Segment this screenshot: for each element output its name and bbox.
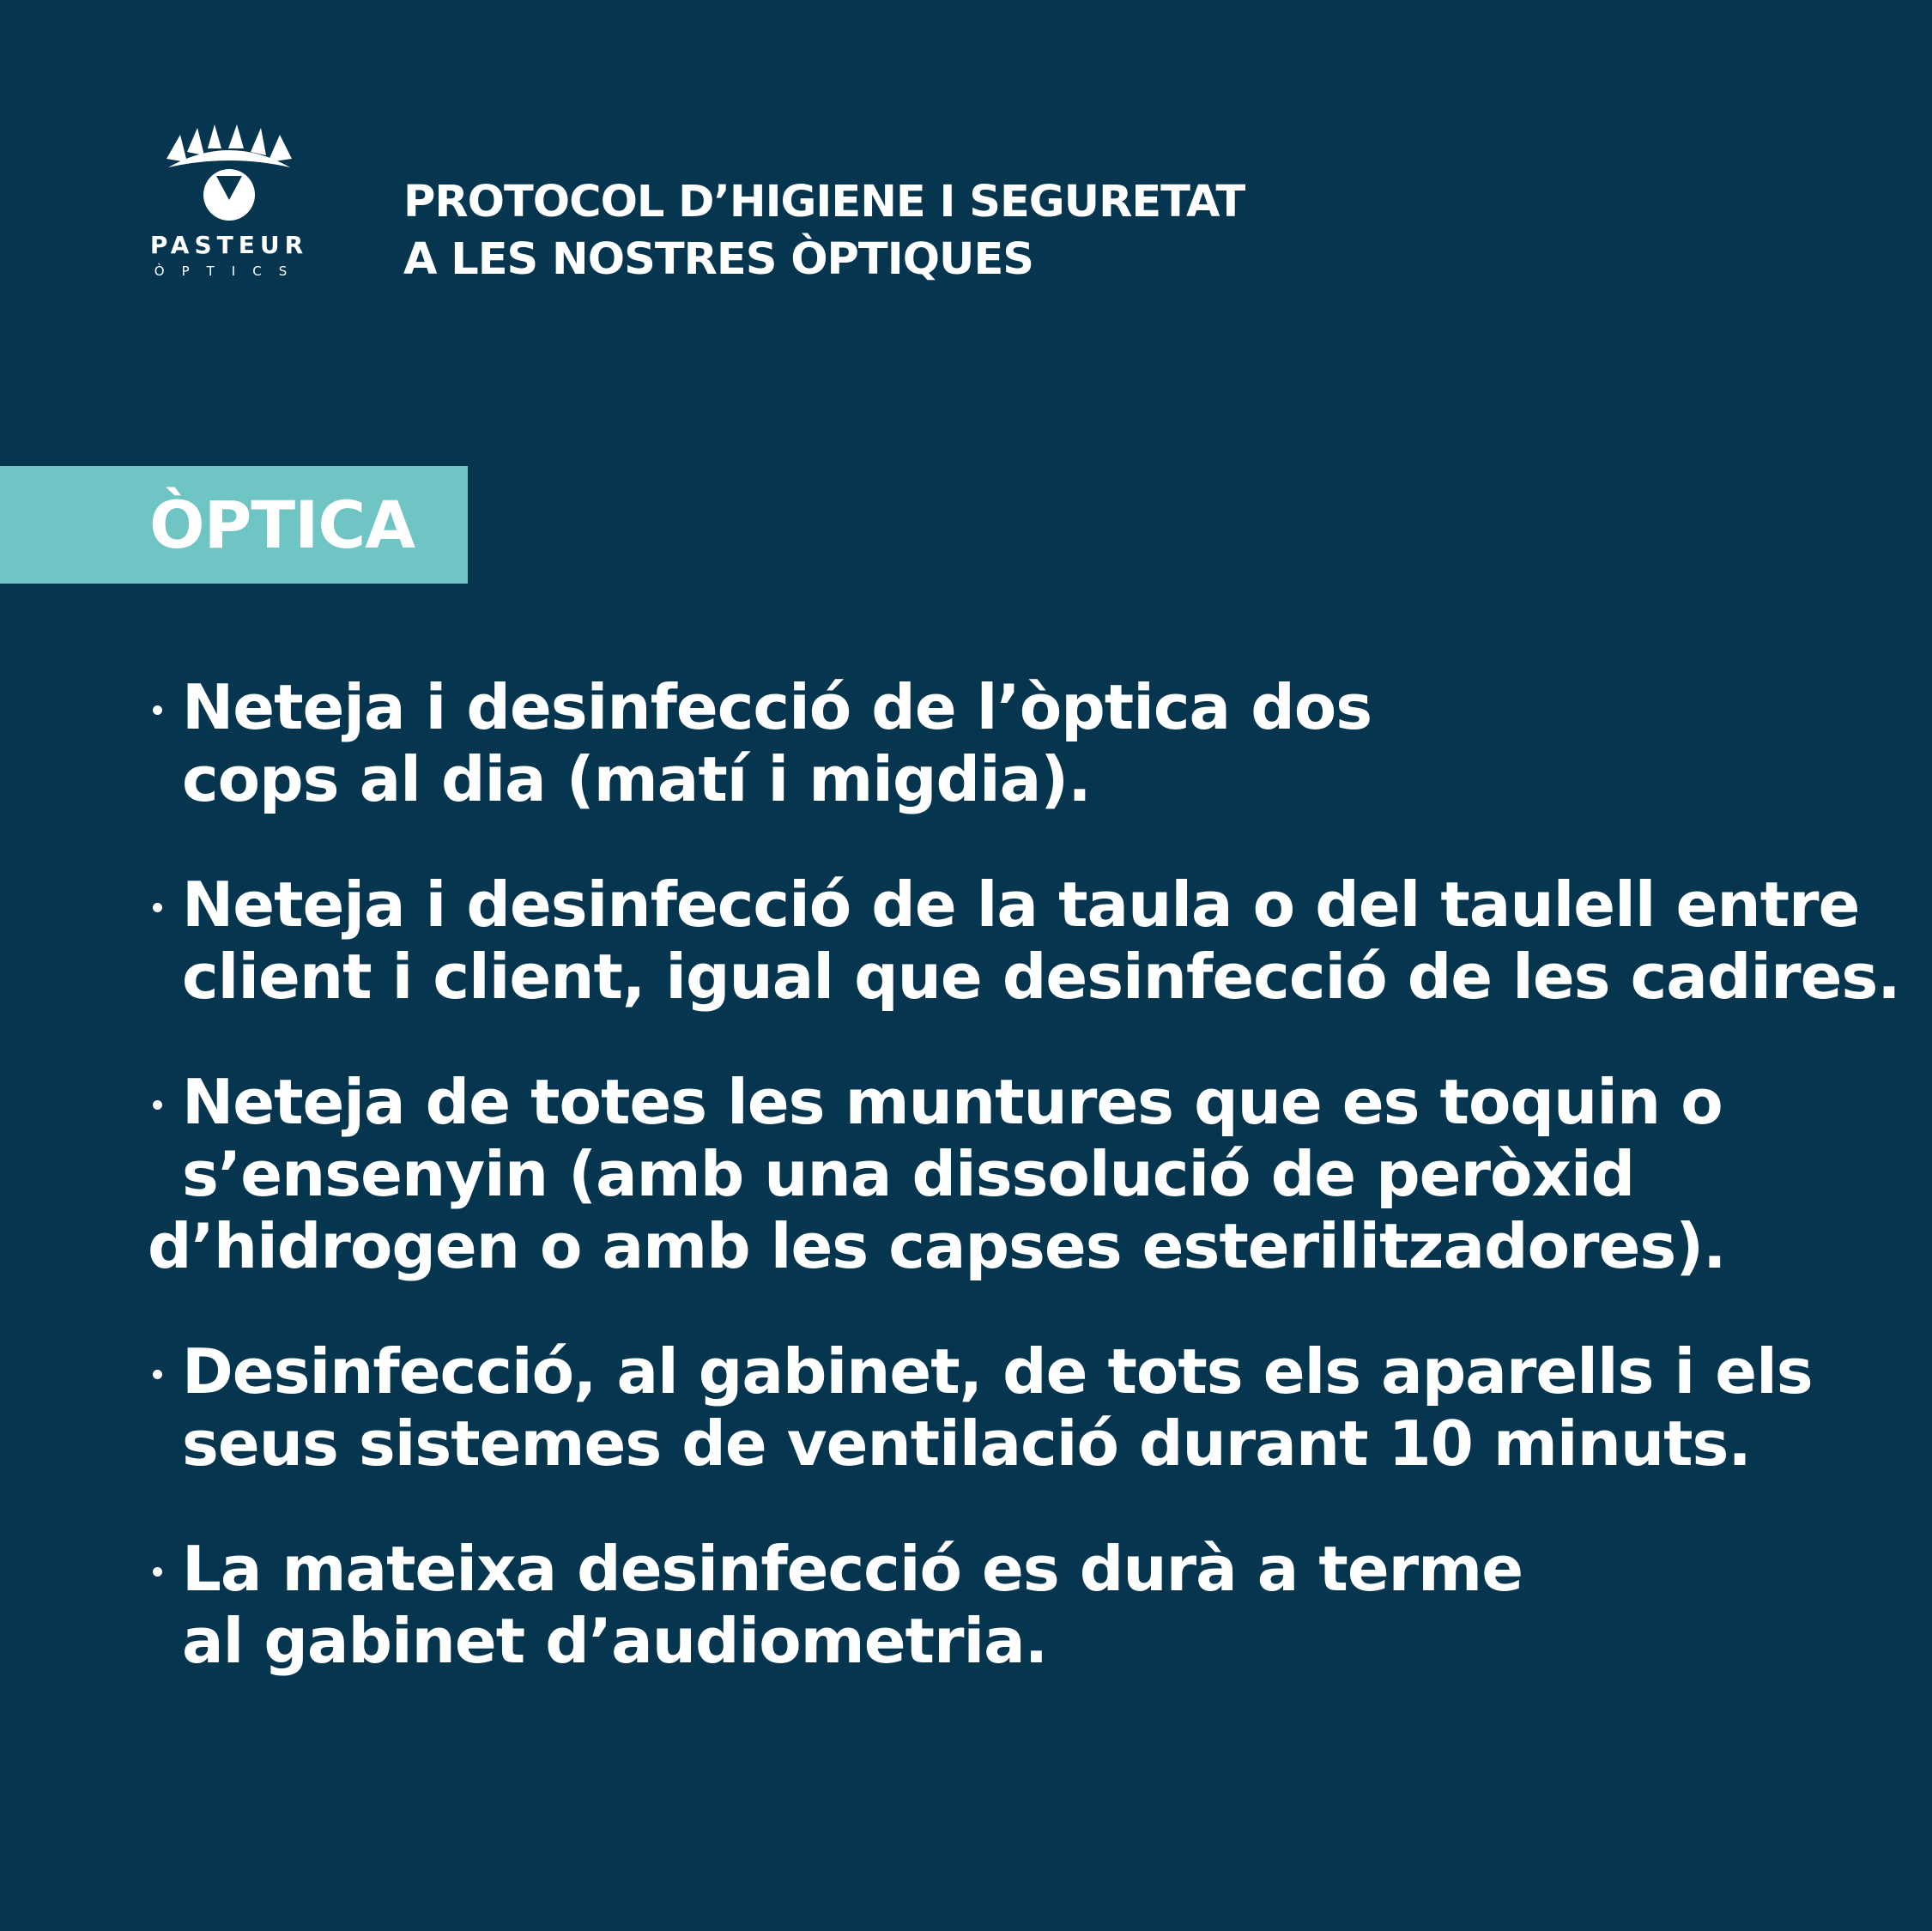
section-band — [0, 466, 468, 584]
bullet-dot — [153, 1370, 162, 1379]
list-item — [148, 1533, 1899, 1677]
list-item-line: Desinfecció, al gabinet, de tots els aparells i els — [182, 1335, 1813, 1407]
bullet-dot — [153, 1100, 162, 1110]
list-item-line: La mateixa desinfecció es durà a terme — [182, 1533, 1523, 1605]
section-label: ÒPTICA — [149, 487, 415, 563]
brand-logo — [148, 124, 311, 288]
list-item-line: Neteja i desinfecció de la taula o del taulell entre — [182, 869, 1860, 941]
list-item — [148, 1335, 1899, 1480]
list-item — [148, 671, 1899, 815]
brand-name: PASTEUR — [149, 231, 309, 259]
page-title — [403, 173, 1245, 288]
list-item-line: seus sistemes de ventilació durant 10 minuts. — [182, 1407, 1751, 1480]
brand-subtitle: ÒPTICS — [154, 263, 305, 279]
list-item-line: cops al dia (matí i migdia). — [182, 743, 1091, 815]
eye-with-lashes-icon — [165, 124, 294, 226]
list-item-line: client i client, igual que desinfecció de les cadires. — [182, 941, 1900, 1013]
bullet-dot — [153, 903, 162, 912]
list-item — [148, 869, 1899, 1013]
page-title-line-2: A LES NOSTRES ÒPTIQUES — [403, 234, 1034, 285]
list-item-line: al gabinet d’audiometria. — [182, 1605, 1048, 1677]
list-item — [148, 1066, 1899, 1282]
bullet-dot — [153, 1567, 162, 1577]
list-item-line: Neteja i desinfecció de l’òptica dos — [182, 671, 1372, 743]
list-item-line: Neteja de totes les muntures que es toquin o — [182, 1066, 1723, 1138]
protocol-list — [148, 671, 1899, 1730]
bullet-dot — [153, 705, 162, 715]
page-title-line-1: PROTOCOL D’HIGIENE I SEGURETAT — [403, 177, 1245, 227]
list-item-line: s’ensenyin (amb una dissolució de peròxid — [182, 1138, 1635, 1210]
list-item-line: d’hidrogen o amb les capses esterilitzadores). — [148, 1210, 1726, 1282]
